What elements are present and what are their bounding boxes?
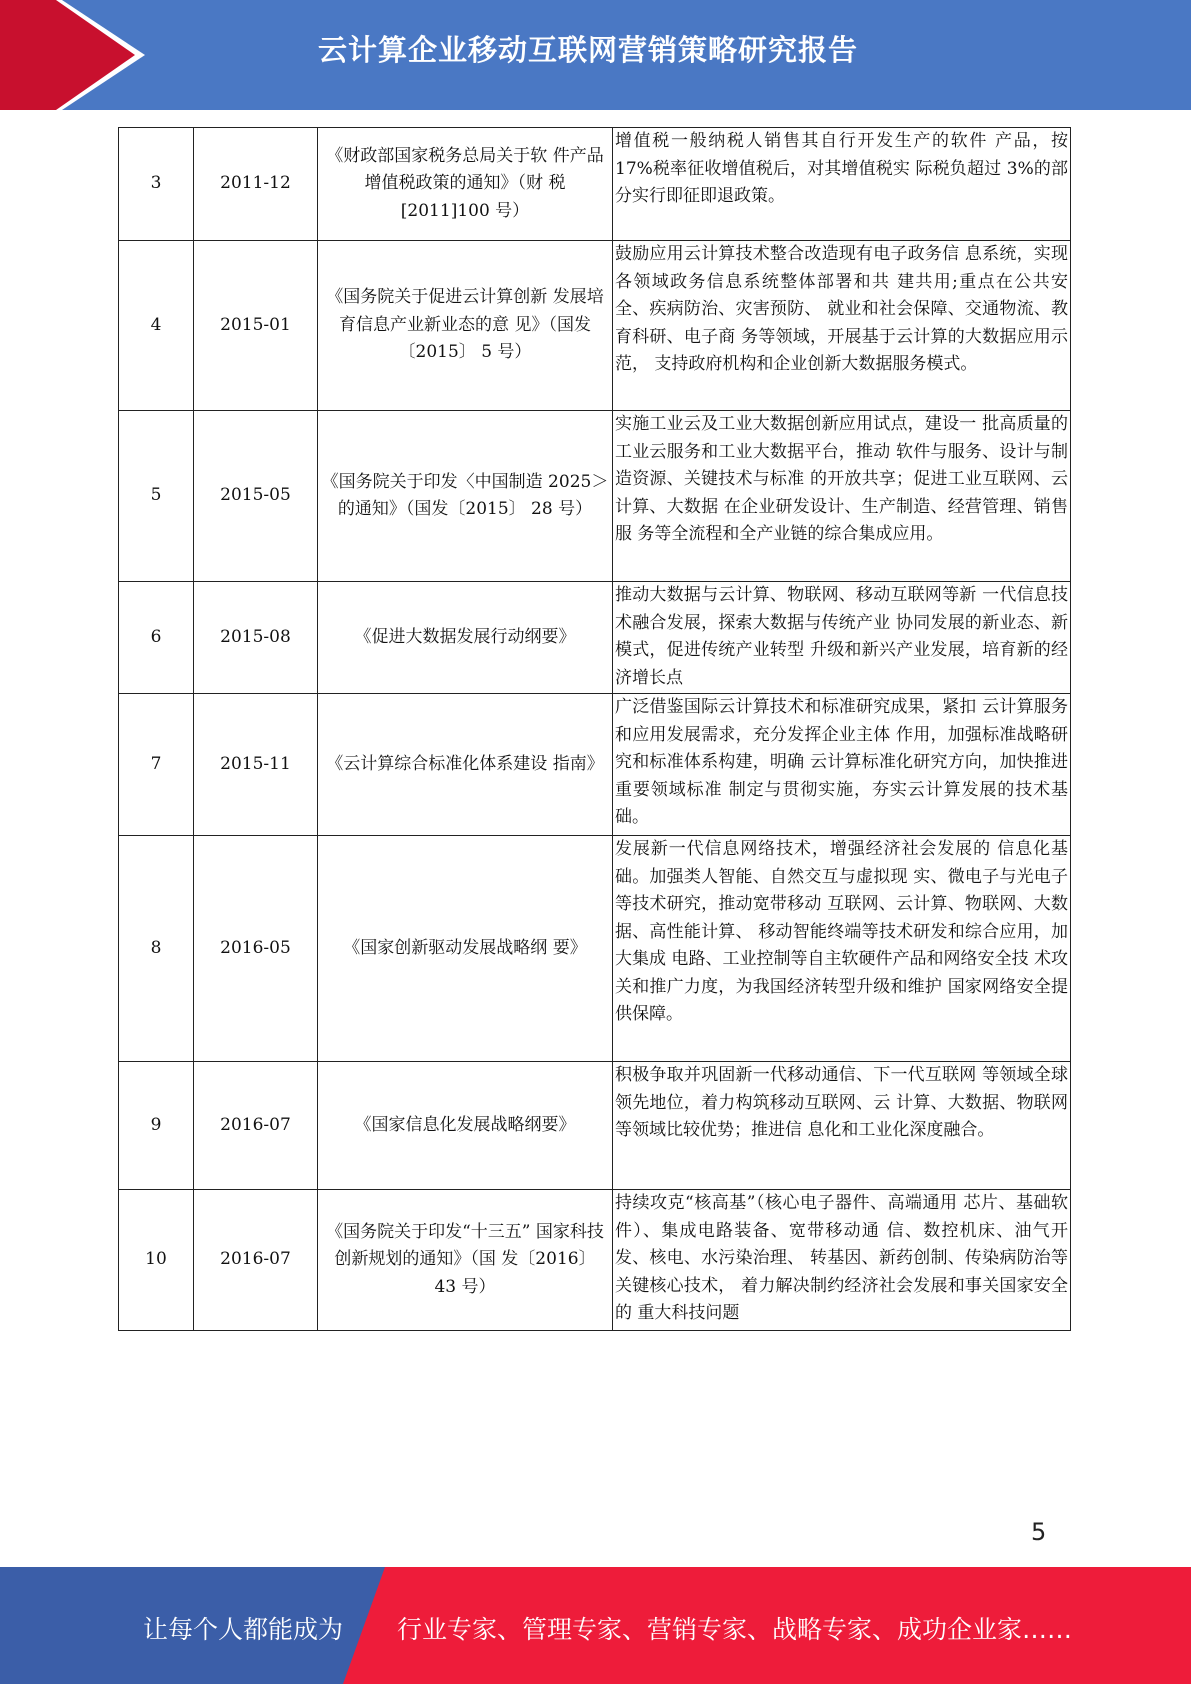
row-date: 2011-12: [194, 128, 318, 241]
table-row: [119, 836, 1071, 1062]
table-row: [119, 582, 1071, 694]
table-row: [119, 1190, 1071, 1331]
table-row: [119, 411, 1071, 582]
policy-content: 鼓励应用云计算技术整合改造现有电子政务信 息系统，实现各领域政务信息系统整体部署和共 建共用;重点在公共安全、疾病防治、灾害预防、 就业和社会保障、交通物流、教育科研、电子商 务等领域，开展基于云计算的大数据应用示范， 支持政府机构和企业创新大数据服务模式。: [613, 241, 1071, 411]
policy-title: 《促进大数据发展行动纲要》: [318, 582, 613, 694]
policy-content: 增值税一般纳税人销售其自行开发生产的软件 产品，按 17%税率征收增值税后，对其增值税实 际税负超过 3%的部分实行即征即退政策。: [613, 128, 1071, 241]
row-date: 2015-01: [194, 241, 318, 411]
policy-content: 实施工业云及工业大数据创新应用试点，建设一 批高质量的工业云服务和工业大数据平台，推动 软件与服务、设计与制造资源、关键技术与标准 的开放共享；促进工业互联网、云计算、大数据 在企业研发设计、生产制造、经营管理、销售服 务等全流程和全产业链的综合集成应用。: [613, 411, 1071, 582]
row-date: 2015-11: [194, 694, 318, 836]
footer-slogan-right: 行业专家、管理专家、营销专家、战略专家、成功企业家……: [397, 1615, 1073, 1644]
policy-content: 推动大数据与云计算、物联网、移动互联网等新 一代信息技术融合发展，探索大数据与传统产业 协同发展的新业态、新模式，促进传统产业转型 升级和新兴产业发展，培育新的经济增长点: [613, 582, 1071, 694]
policy-content: 持续攻克“核高基”（核心电子器件、高端通用 芯片、基础软件）、集成电路装备、宽带移动通 信、数控机床、油气开发、核电、水污染治理、 转基因、新药创制、传染病防治等关键核心技术， 着力解决制约经济社会发展和事关国家安全的 重大科技问题: [613, 1190, 1071, 1331]
policy-content: 积极争取并巩固新一代移动通信、下一代互联网 等领域全球领先地位，着力构筑移动互联网、云 计算、大数据、物联网等领域比较优势；推进信 息化和工业化深度融合。: [613, 1062, 1071, 1190]
row-date: 2016-07: [194, 1062, 318, 1190]
page-header: [0, 0, 1191, 110]
policy-title: 《国务院关于促进云计算创新 发展培育信息产业新业态的意 见》（国发〔2015〕 5 号）: [318, 241, 613, 411]
row-date: 2016-05: [194, 836, 318, 1062]
page-footer: [0, 1567, 1191, 1684]
policy-content: 发展新一代信息网络技术，增强经济社会发展的 信息化基础。加强类人智能、自然交互与虚拟现 实、微电子与光电子等技术研究，推动宽带移动 互联网、云计算、物联网、大数据、高性能计算、 移动智能终端等技术研发和综合应用，加大集成 电路、工业控制等自主软硬件产品和网络安全技 术攻关和推广力度，为我国经济转型升级和维护 国家网络安全提供保障。: [613, 836, 1071, 1062]
policy-content: 广泛借鉴国际云计算技术和标准研究成果，紧扣 云计算服务和应用发展需求，充分发挥企业主体 作用，加强标准战略研究和标准体系构建，明确 云计算标准化研究方向，加快推进重要领域标准 制定与贯彻实施，夯实云计算发展的技术基础。: [613, 694, 1071, 836]
row-number: 5: [119, 411, 194, 582]
row-number: 9: [119, 1062, 194, 1190]
table-row: [119, 694, 1071, 836]
header-chevron-decoration: [0, 0, 150, 110]
policy-title: 《国务院关于印发“十三五” 国家科技创新规划的通知》（国 发〔2016〕 43 号）: [318, 1190, 613, 1331]
row-number: 3: [119, 128, 194, 241]
page-number: 5: [1031, 1518, 1047, 1546]
report-title: 云计算企业移动互联网营销策略研究报告: [318, 33, 859, 67]
table-row: [119, 241, 1071, 411]
row-number: 6: [119, 582, 194, 694]
policy-title: 《国家创新驱动发展战略纲 要》: [318, 836, 613, 1062]
row-number: 10: [119, 1190, 194, 1331]
footer-slogan-left: 让每个人都能成为: [143, 1615, 344, 1644]
table-row: [119, 128, 1071, 241]
row-number: 7: [119, 694, 194, 836]
policy-title: 《云计算综合标准化体系建设 指南》: [318, 694, 613, 836]
row-date: 2016-07: [194, 1190, 318, 1331]
row-date: 2015-08: [194, 582, 318, 694]
row-number: 8: [119, 836, 194, 1062]
row-number: 4: [119, 241, 194, 411]
policy-title: 《国家信息化发展战略纲要》: [318, 1062, 613, 1190]
row-date: 2015-05: [194, 411, 318, 582]
policy-title: 《财政部国家税务总局关于软 件产品增值税政策的通知》（财 税[2011]100 号）: [318, 128, 613, 241]
policy-title: 《国务院关于印发〈中国制造 2025＞的通知》（国发〔2015〕 28 号）: [318, 411, 613, 582]
policy-table: [118, 127, 1071, 1331]
table-row: [119, 1062, 1071, 1190]
